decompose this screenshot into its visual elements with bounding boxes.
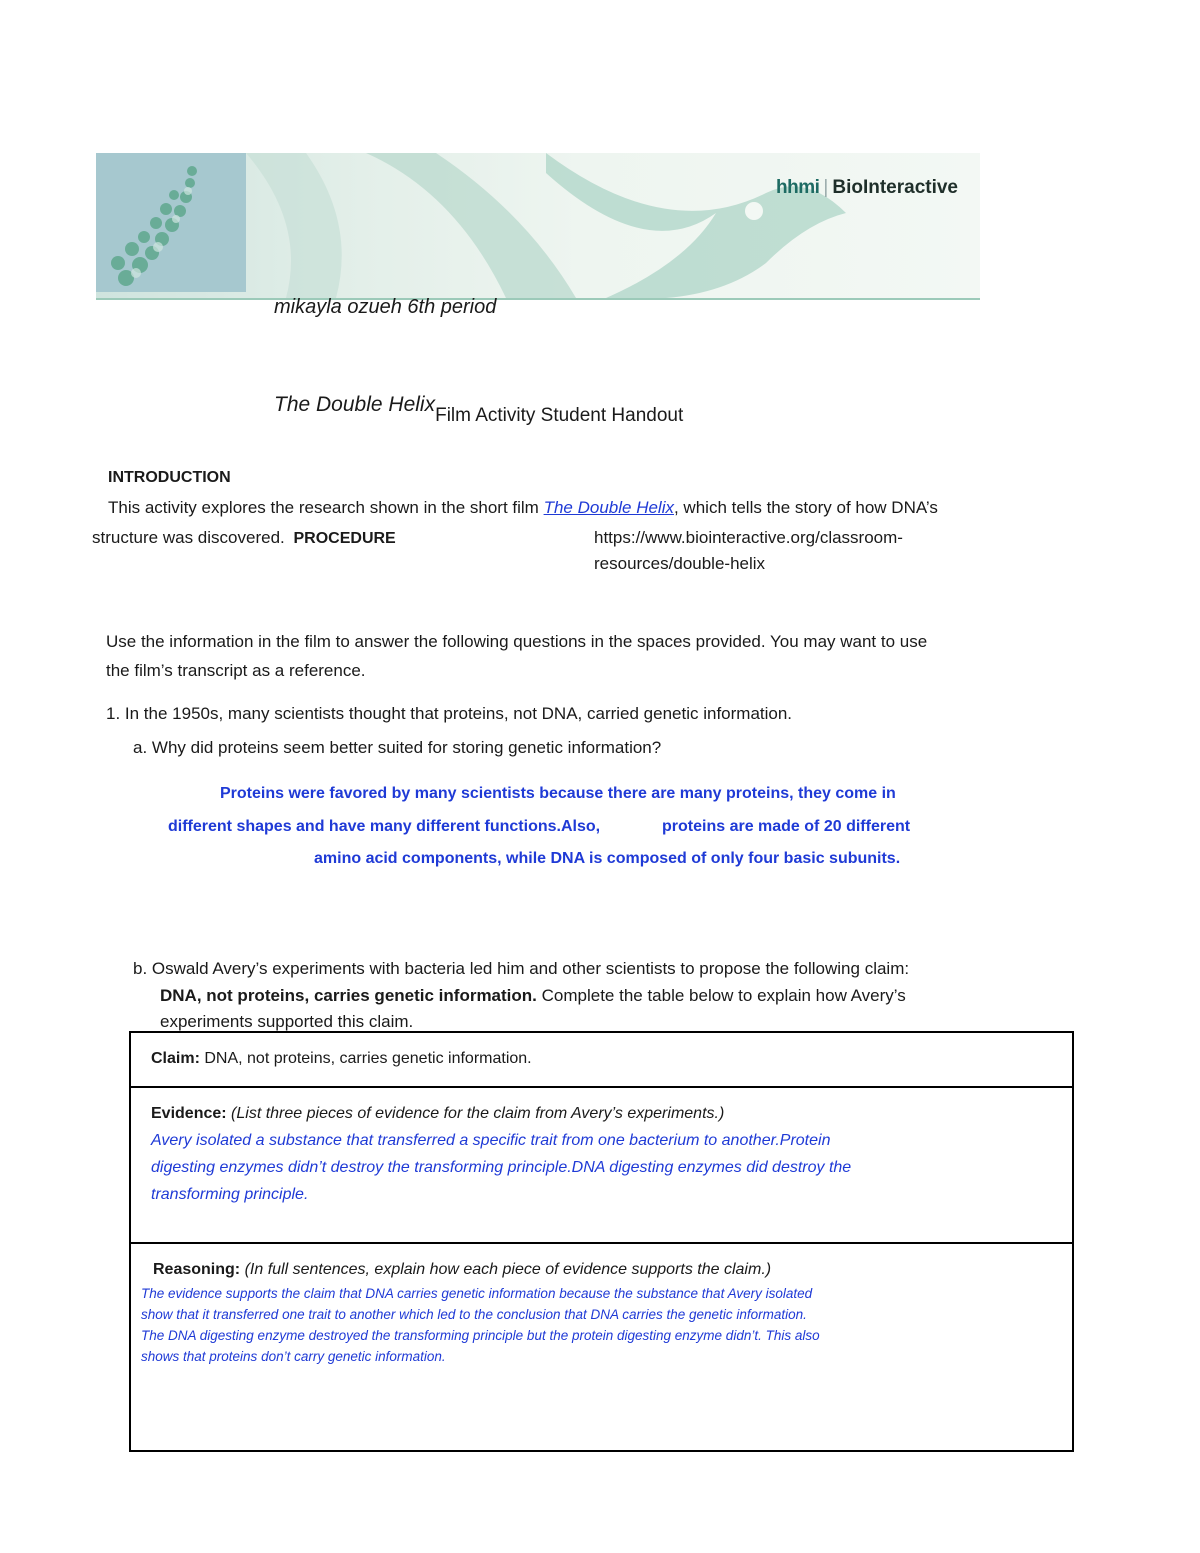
reasoning-label: Reasoning:: [153, 1261, 241, 1278]
logo-separator: |: [823, 177, 829, 198]
evidence-prompt: (List three pieces of evidence for the claim from Avery’s experiments.): [226, 1105, 725, 1122]
question-1b-claim: DNA, not proteins, carries genetic information.: [160, 986, 537, 1005]
claim-row: [130, 1032, 1073, 1087]
answer-1a-line2b: proteins are made of 20 different: [662, 818, 911, 835]
question-1b-line2-rest: Complete the table below to explain how Avery’s: [536, 986, 906, 1005]
question-1b-line3: experiments supported this claim.: [160, 1012, 414, 1031]
question-1a: a. Why did proteins seem better suited for storing genetic information?: [133, 738, 662, 757]
evidence-row: [130, 1087, 1073, 1243]
logo-hhmi-text: hhmi: [776, 177, 820, 198]
claim-evidence-reasoning-table: [129, 1031, 1074, 1452]
introduction-line1: [108, 494, 938, 522]
reasoning-answer-line3: The DNA digesting enzyme destroyed the transforming principle but the protein digesting enzyme didn’t. This also: [141, 1328, 820, 1343]
question-1b-line1: b. Oswald Avery’s experiments with bacteria led him and other scientists to propose the following claim:: [133, 959, 910, 978]
reasoning-prompt: (In full sentences, explain how each piece of evidence supports the claim.): [240, 1261, 772, 1278]
title-rest: Film Activity Student Handout: [435, 405, 684, 426]
intro-line2-text: structure was discovered.: [92, 528, 285, 547]
claim-label: Claim:: [151, 1050, 200, 1067]
student-name: mikayla ozueh 6th period: [274, 296, 497, 318]
claim-text: DNA, not proteins, carries genetic information.: [199, 1050, 532, 1067]
reasoning-answer-line4: shows that proteins don’t carry genetic information.: [141, 1349, 446, 1364]
logo-brand-text: BioInteractive: [832, 177, 958, 198]
instructions-line1: Use the information in the film to answer the following questions in the spaces provided. You may want to use: [106, 632, 928, 651]
page-title: [274, 392, 684, 426]
title-film-name: The Double Helix: [274, 393, 436, 416]
hhmi-biointeractive-logo: [776, 177, 958, 199]
question-1b-line2: [160, 982, 906, 1010]
resource-url-line1[interactable]: https://www.biointeractive.org/classroom-: [594, 528, 903, 547]
introduction-heading: INTRODUCTION: [108, 469, 231, 486]
film-link[interactable]: The Double Helix: [543, 498, 674, 517]
evidence-cell[interactable]: [130, 1087, 1073, 1243]
reasoning-header: [141, 1256, 1052, 1283]
evidence-label: Evidence:: [151, 1105, 227, 1122]
evidence-answer-line3: transforming principle.: [151, 1186, 309, 1203]
reasoning-answer-line1: The evidence supports the claim that DNA carries genetic information because the substance that Avery isolated: [141, 1286, 813, 1301]
reasoning-row: [130, 1243, 1073, 1451]
introduction-line2: [92, 524, 396, 553]
instructions-line2: the film’s transcript as a reference.: [106, 661, 366, 680]
procedure-heading: PROCEDURE: [293, 530, 396, 547]
claim-cell[interactable]: [130, 1032, 1073, 1087]
answer-1a-line1: Proteins were favored by many scientists because there are many proteins, they come in: [220, 785, 896, 802]
dna-helix-image: [96, 153, 246, 292]
intro-text-before-link: This activity explores the research shown in the short film: [108, 498, 544, 517]
answer-1a-line2a: different shapes and have many different functions.Also,: [168, 818, 601, 835]
evidence-header: [151, 1100, 1052, 1127]
evidence-answer-line1: Avery isolated a substance that transferred a specific trait from one bacterium to another.Protein: [151, 1132, 831, 1149]
reasoning-cell[interactable]: [130, 1243, 1073, 1451]
banner-decoration: [246, 153, 980, 298]
question-1: 1. In the 1950s, many scientists thought that proteins, not DNA, carried genetic information.: [106, 704, 793, 723]
header-banner: [96, 153, 980, 300]
reasoning-answer-line2: show that it transferred one trait to another which led to the conclusion that DNA carries the genetic information.: [141, 1307, 807, 1322]
intro-text-after-link: , which tells the story of how DNA’s: [673, 498, 938, 517]
evidence-answer-line2: digesting enzymes didn’t destroy the transforming principle.DNA digesting enzymes did destroy the: [151, 1159, 852, 1176]
resource-url-line2[interactable]: resources/double-helix: [594, 554, 766, 573]
answer-1a-line3: amino acid components, while DNA is composed of only four basic subunits.: [314, 850, 901, 867]
